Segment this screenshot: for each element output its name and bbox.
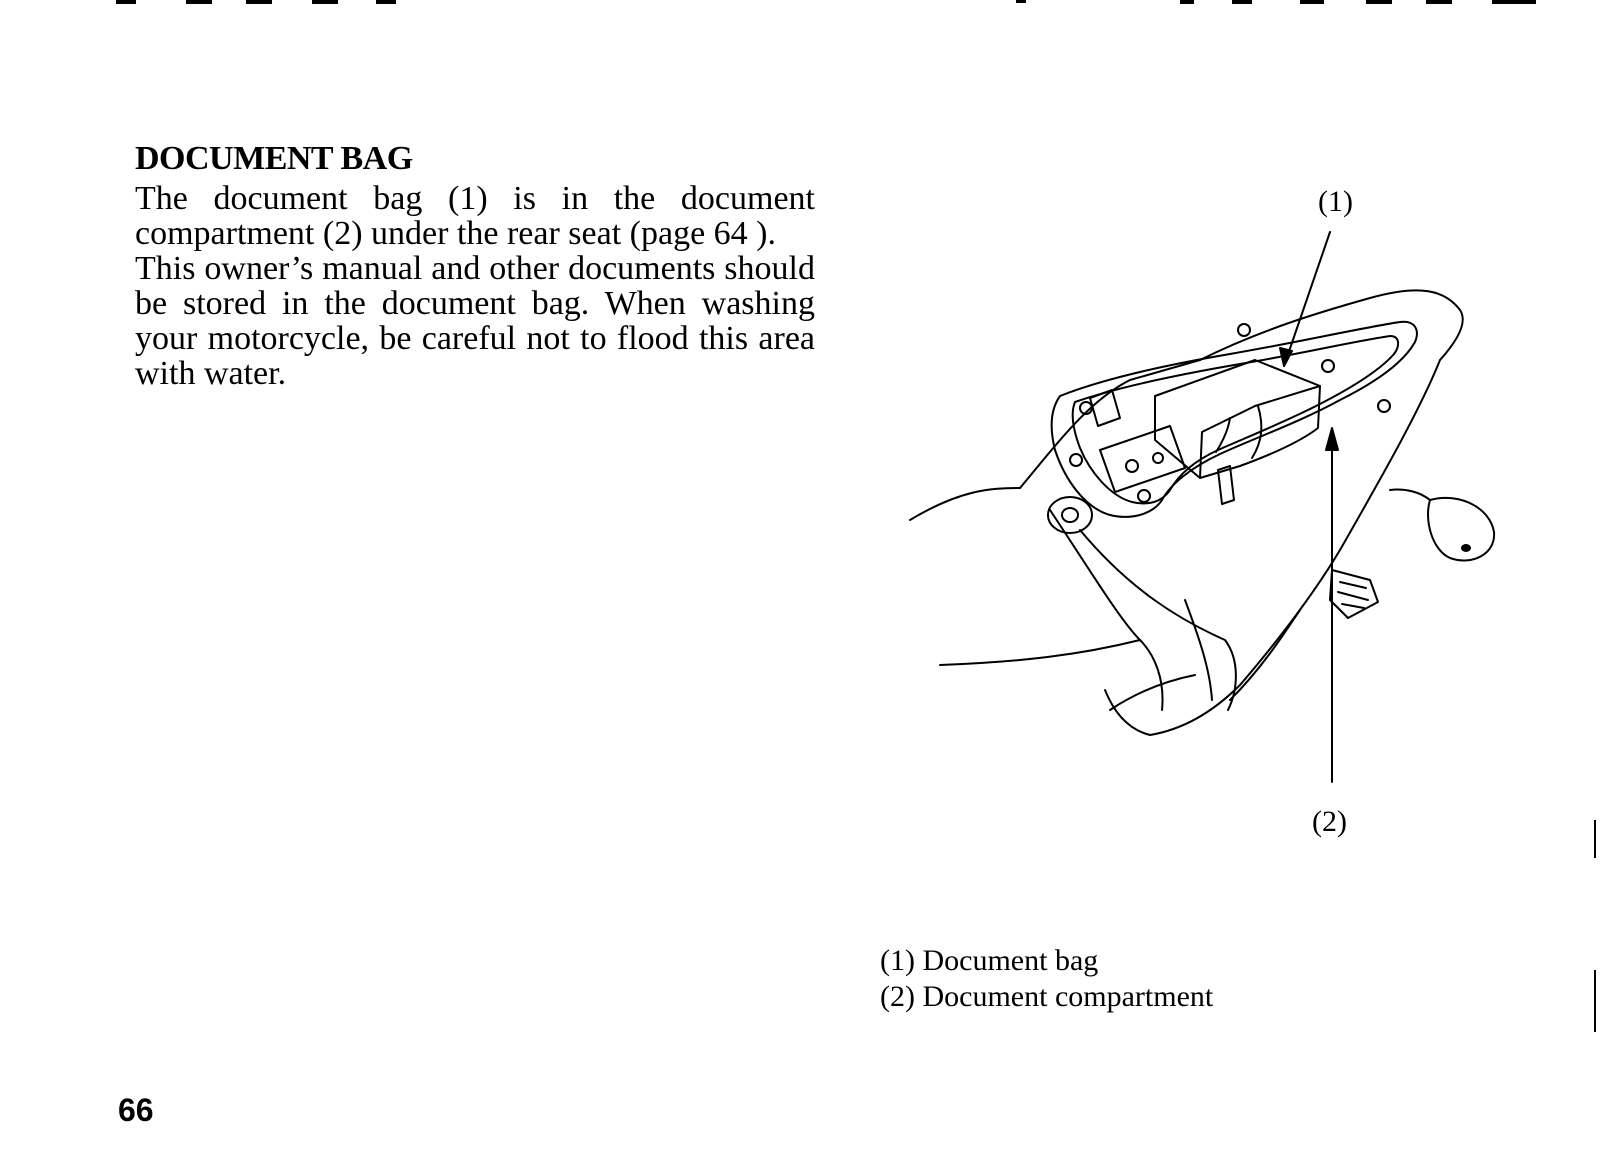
section-heading: DOCUMENT BAG — [135, 140, 413, 177]
seat-key-lock — [1048, 497, 1092, 533]
scan-edge-mark — [1594, 820, 1596, 858]
turn-signal-stalk — [1390, 489, 1430, 500]
tail-lower-left — [1105, 690, 1150, 735]
latch-hole-2 — [1153, 453, 1163, 463]
scan-edge-marks — [0, 0, 1600, 14]
tail-bracket — [1330, 570, 1378, 618]
bolt — [1070, 454, 1082, 466]
turn-signal-dot — [1462, 545, 1470, 551]
side-panel-line — [1050, 510, 1163, 710]
bolt — [1322, 360, 1334, 372]
side-panel-line-3 — [1185, 600, 1212, 700]
callout-2-arrowhead — [1326, 428, 1338, 450]
callout-label-1: (1) — [1318, 185, 1353, 218]
latch-hole — [1126, 460, 1138, 472]
bolt — [1138, 490, 1150, 502]
seat-left-edge — [910, 488, 1020, 520]
bolt — [1238, 324, 1250, 336]
body-text — [135, 181, 815, 391]
compartment-rim-inner — [1073, 336, 1398, 504]
figure-caption — [880, 943, 1213, 1015]
scan-edge-mark — [1594, 970, 1596, 1032]
latch-bracket — [1100, 426, 1185, 492]
callout-1-leader — [1284, 232, 1330, 366]
caption-item-document-compartment: (2) Document compartment — [880, 980, 1214, 1013]
paragraph-location: The document bag (1) is in the document compartment (2) under the rear seat (page 64 ). — [135, 180, 815, 252]
tail-belly — [1110, 675, 1195, 710]
caption-item-document-bag: (1) Document bag — [880, 944, 1099, 977]
paragraph-storage: This owner’s manual and other documents should be stored in the document bag. When washing your motorcycle, be careful not to flood this area with water. — [135, 250, 815, 392]
document-bag-crease-2 — [1252, 406, 1261, 458]
seat-key-lock-inner — [1062, 508, 1078, 522]
motorcycle-rear-seat-illustration — [900, 170, 1540, 850]
side-panel-line-2 — [1080, 530, 1236, 710]
page-number: 66 — [118, 1092, 154, 1128]
callout-label-2: (2) — [1312, 805, 1347, 838]
turn-signal-lens — [1428, 498, 1494, 561]
bolt — [1378, 400, 1390, 412]
tail-bracket-hatch — [1338, 582, 1368, 608]
document-bag — [1155, 360, 1320, 478]
seat-fairing-curve — [940, 640, 1140, 665]
